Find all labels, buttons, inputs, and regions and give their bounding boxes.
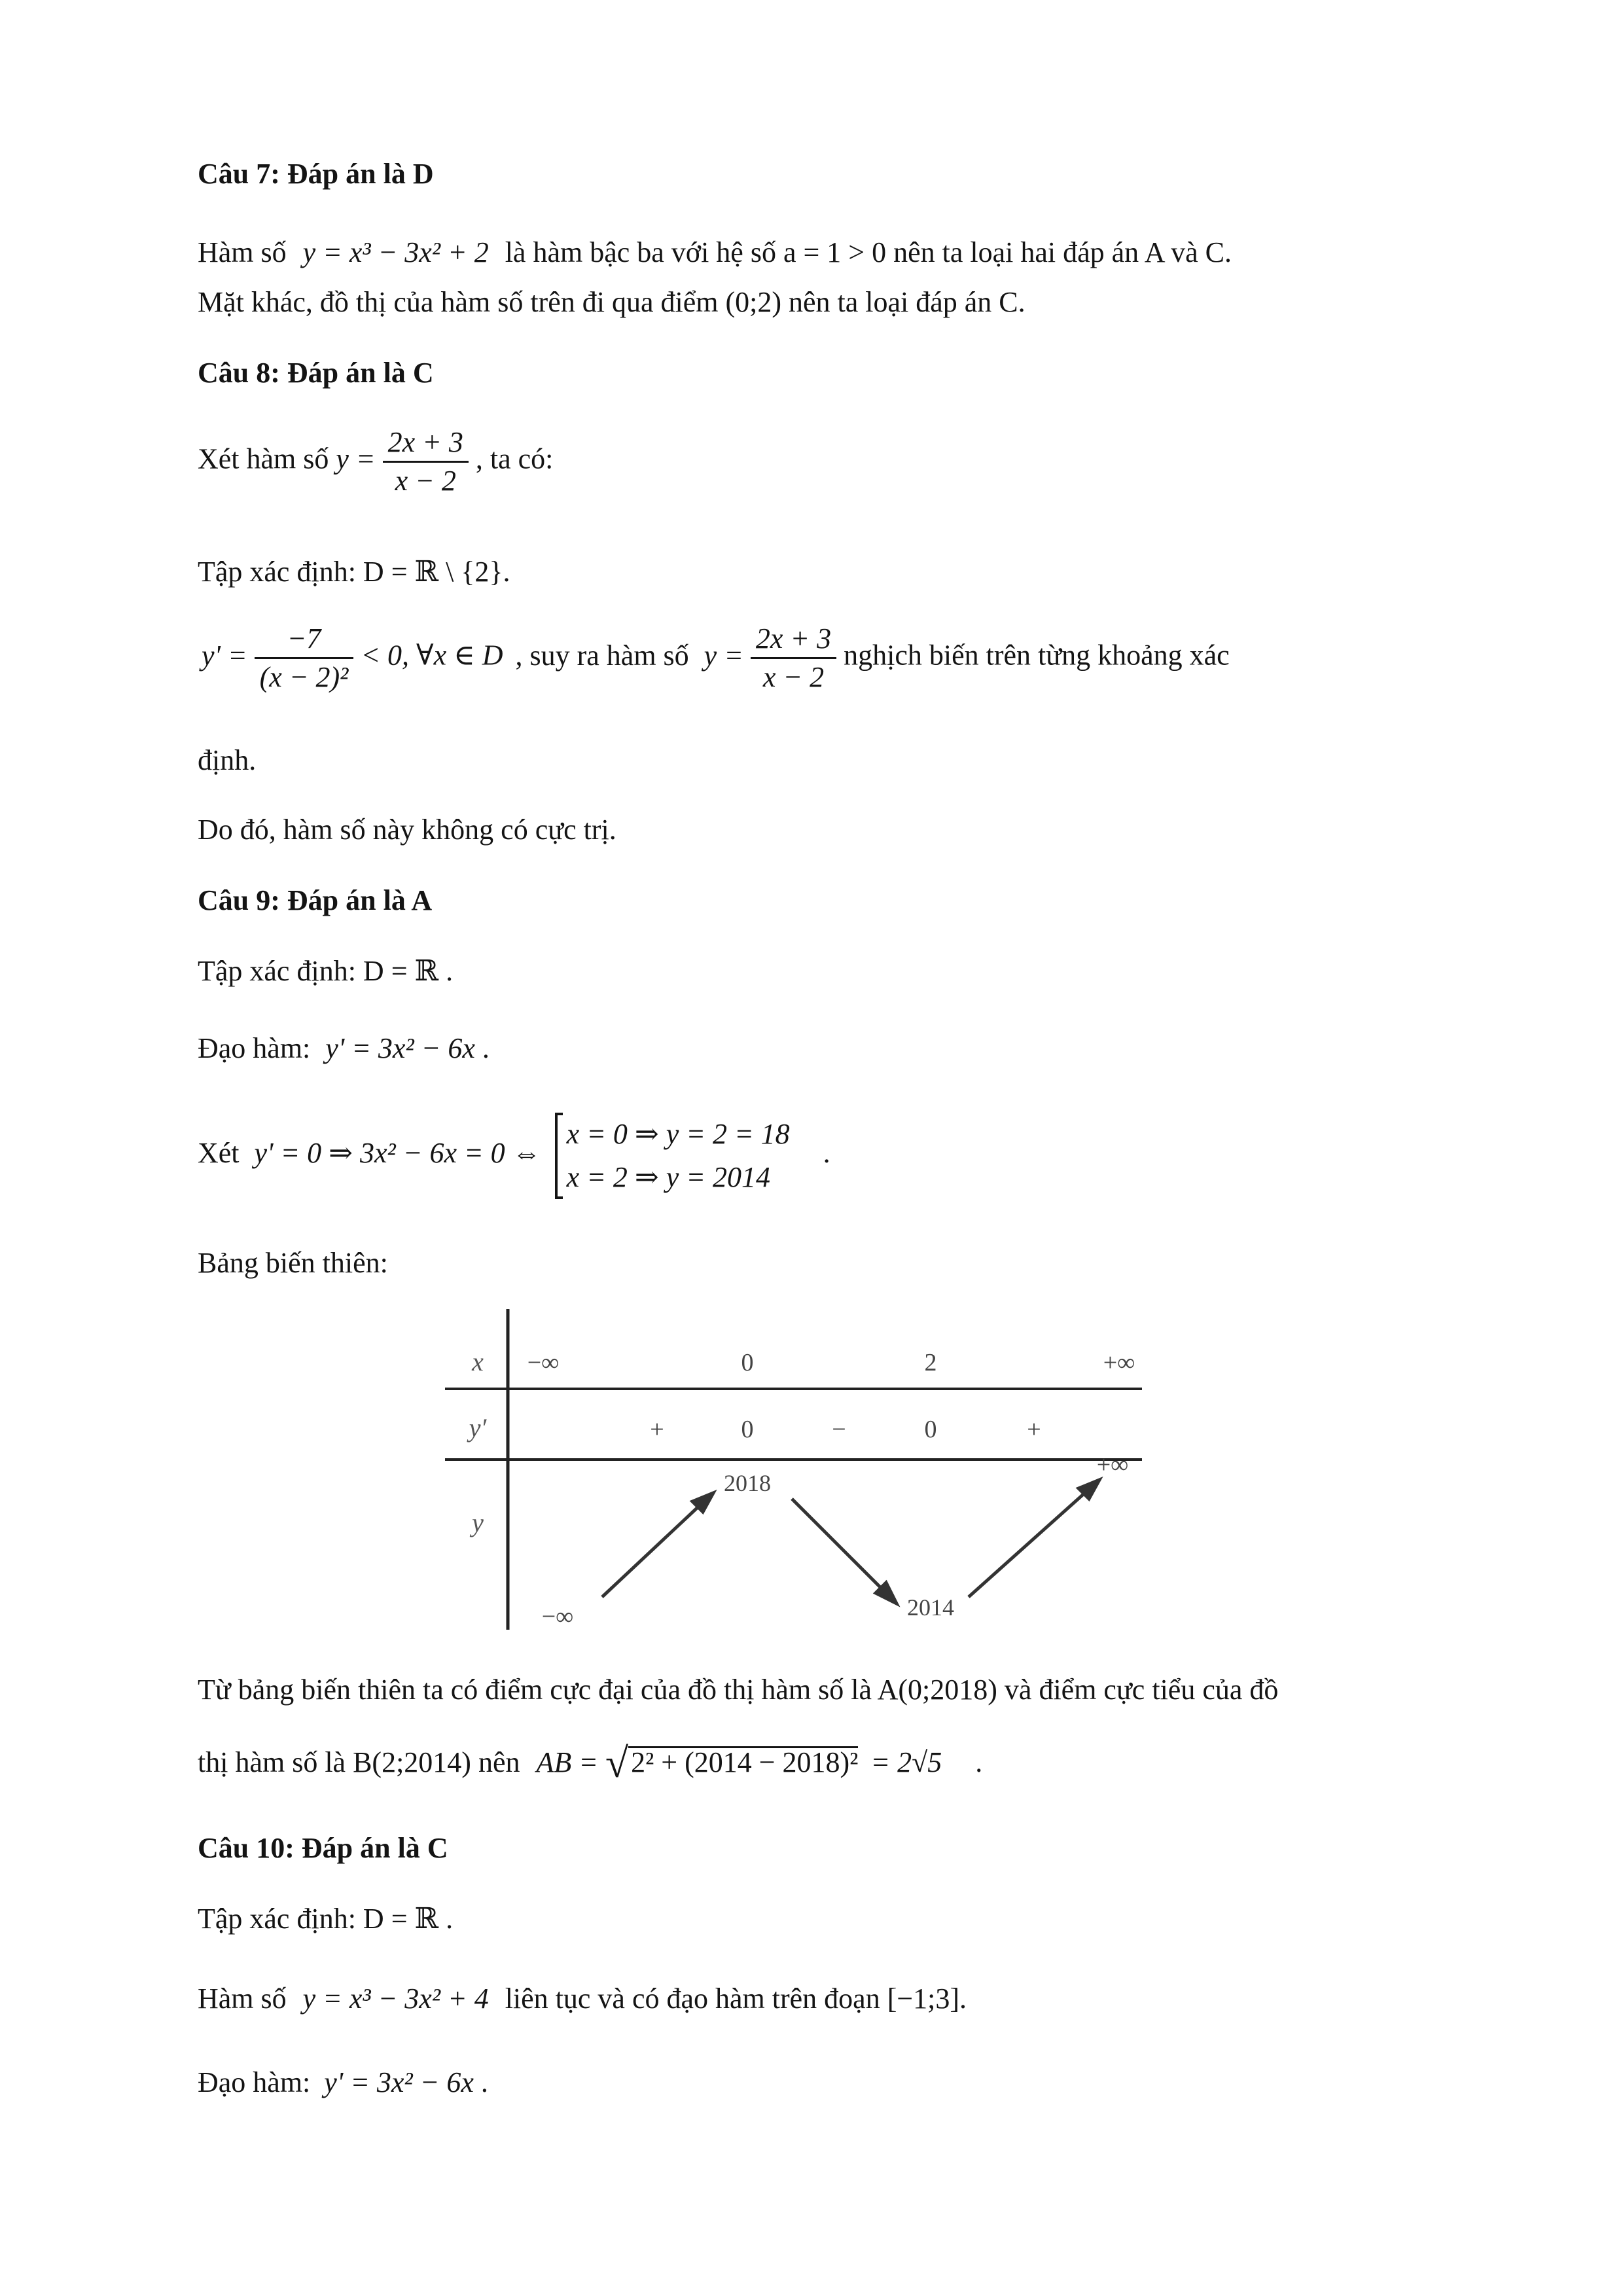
q8-consider <box>198 428 553 495</box>
y-val-2014: 2014 <box>907 1594 954 1621</box>
q7-line1 <box>198 238 1232 267</box>
q8-consider-prefix: Xét hàm số <box>198 442 329 475</box>
q7-function: y = x³ − 3x² + 2 <box>302 236 489 268</box>
q9-radicand: 2² + (2014 − 2018)² <box>628 1746 858 1777</box>
q8-deriv-den: (x − 2)² <box>259 661 349 693</box>
q8-deriv-end2: định. <box>198 744 257 776</box>
q10-domain: Tập xác định: D = ℝ . <box>198 1903 454 1935</box>
q9-domain: Tập xác định: D = ℝ . <box>198 955 454 987</box>
sign-zero-2: 0 <box>924 1416 937 1443</box>
variation-table <box>445 1309 1152 1636</box>
q8-deriv-mid: , suy ra hàm số <box>515 639 689 672</box>
q10-func-suffix: liên tục và có đạo hàm trên đoạn [−1;3]. <box>505 1982 967 2015</box>
x-val-neg-inf: −∞ <box>527 1349 560 1376</box>
q9-ab-lhs: AB = <box>536 1746 598 1778</box>
q8-fraction <box>383 428 469 495</box>
q10-func-math: y = x³ − 3x² + 4 <box>302 1982 489 2015</box>
q9-result2-prefix: thị hàm số là B(2;2014) nên <box>198 1746 520 1778</box>
x-val-pos-inf: +∞ <box>1103 1349 1135 1376</box>
q9-deriv-math: y' = 3x² − 6x <box>325 1032 475 1064</box>
q8-consider-suffix: , ta có: <box>475 442 554 475</box>
q10-deriv-label: Đạo hàm: <box>198 2066 311 2098</box>
y-val-neg-inf: −∞ <box>541 1603 574 1630</box>
sign-plus-2: + <box>1027 1416 1041 1443</box>
sign-plus-1: + <box>650 1416 664 1443</box>
q8-deriv-cond: < 0, ∀x ∈ D <box>361 639 503 672</box>
q8-deriv-end: nghịch biến trên từng khoảng xác <box>844 639 1230 672</box>
arrow-increasing-1 <box>602 1499 707 1597</box>
q9-solve-math: y' = 0 ⇒ 3x² − 6x = 0 ⇔ <box>254 1137 541 1170</box>
q8-y-eq-2: y = <box>704 639 743 672</box>
sign-zero-1: 0 <box>741 1416 754 1443</box>
q7-line1-prefix: Hàm số <box>198 236 287 268</box>
q7-line1-suffix: là hàm bậc ba với hệ số a = 1 > 0 nên ta loại hai đáp án A và C. <box>505 236 1232 268</box>
sign-minus: − <box>832 1416 846 1443</box>
x-val-0: 0 <box>741 1349 754 1376</box>
y-val-pos-inf: +∞ <box>1096 1451 1129 1479</box>
q7-heading: Câu 7: Đáp án là D <box>198 158 434 190</box>
q7-line2: Mặt khác, đồ thị của hàm số trên đi qua điểm (0;2) nên ta loại đáp án C. <box>198 286 1026 318</box>
q8-deriv-num: −7 <box>255 624 354 659</box>
q8-y-eq: y = <box>336 442 376 475</box>
arrow-increasing-2 <box>969 1486 1093 1597</box>
q8-frac-num: 2x + 3 <box>383 428 469 463</box>
q9-result-line1: Từ bảng biến thiên ta có điểm cực đại của đồ thị hàm số là A(0;2018) và điểm cực tiểu của đồ <box>198 1674 1279 1706</box>
q9-ab-rhs: = 2√5 <box>870 1746 942 1778</box>
q8-frac-den-2: x − 2 <box>762 661 825 693</box>
sqrt-sign: √ <box>605 1740 629 1786</box>
q9-result-line2: thị hàm số là B(2;2014) nên AB = √2² + (2014 − 2018)² = 2√5 . <box>198 1740 983 1786</box>
q8-conclusion: Do đó, hàm số này không có cực trị. <box>198 814 616 846</box>
q10-function <box>198 1984 967 2013</box>
q9-case-1: x = 0 ⇒ y = 2 = 18 <box>566 1118 790 1150</box>
arrow-decreasing <box>792 1499 890 1597</box>
q8-domain: Tập xác định: D = ℝ \ {2}. <box>198 556 510 588</box>
q8-frac-num-2: 2x + 3 <box>751 624 836 659</box>
q9-case-2: x = 2 ⇒ y = 2014 <box>566 1161 770 1193</box>
q9-heading: Câu 9: Đáp án là A <box>198 884 433 916</box>
q8-heading: Câu 8: Đáp án là C <box>198 357 434 389</box>
table-x-label: x <box>472 1347 484 1376</box>
q9-solve-label: Xét <box>198 1137 240 1170</box>
table-yp-label: y′ <box>469 1413 487 1443</box>
q9-table-label: Bảng biến thiên: <box>198 1247 388 1279</box>
q9-cases <box>555 1113 790 1199</box>
table-y-label: y <box>472 1508 484 1537</box>
q8-deriv-lhs: y' = <box>202 639 247 672</box>
y-val-2018: 2018 <box>724 1470 771 1496</box>
q8-derivative <box>198 624 1230 692</box>
q9-solve: Xét y' = 0 ⇒ 3x² − 6x = 0 ⇔ x = 0 ⇒ y = 2 = 18 x = 2 ⇒ y = 2014 . <box>198 1113 830 1199</box>
q9-derivative: Đạo hàm: y' = 3x² − 6x . <box>198 1032 490 1064</box>
x-val-2: 2 <box>924 1349 937 1376</box>
q8-deriv-fraction <box>255 624 354 692</box>
q8-frac-den: x − 2 <box>395 465 456 497</box>
q10-heading: Câu 10: Đáp án là C <box>198 1832 448 1864</box>
q9-deriv-label: Đạo hàm: <box>198 1032 311 1064</box>
q8-fraction-2 <box>751 624 836 692</box>
q10-derivative: Đạo hàm: y' = 3x² − 6x . <box>198 2066 488 2098</box>
q10-deriv-math: y' = 3x² − 6x <box>324 2066 474 2098</box>
q10-func-prefix: Hàm số <box>198 1982 287 2015</box>
